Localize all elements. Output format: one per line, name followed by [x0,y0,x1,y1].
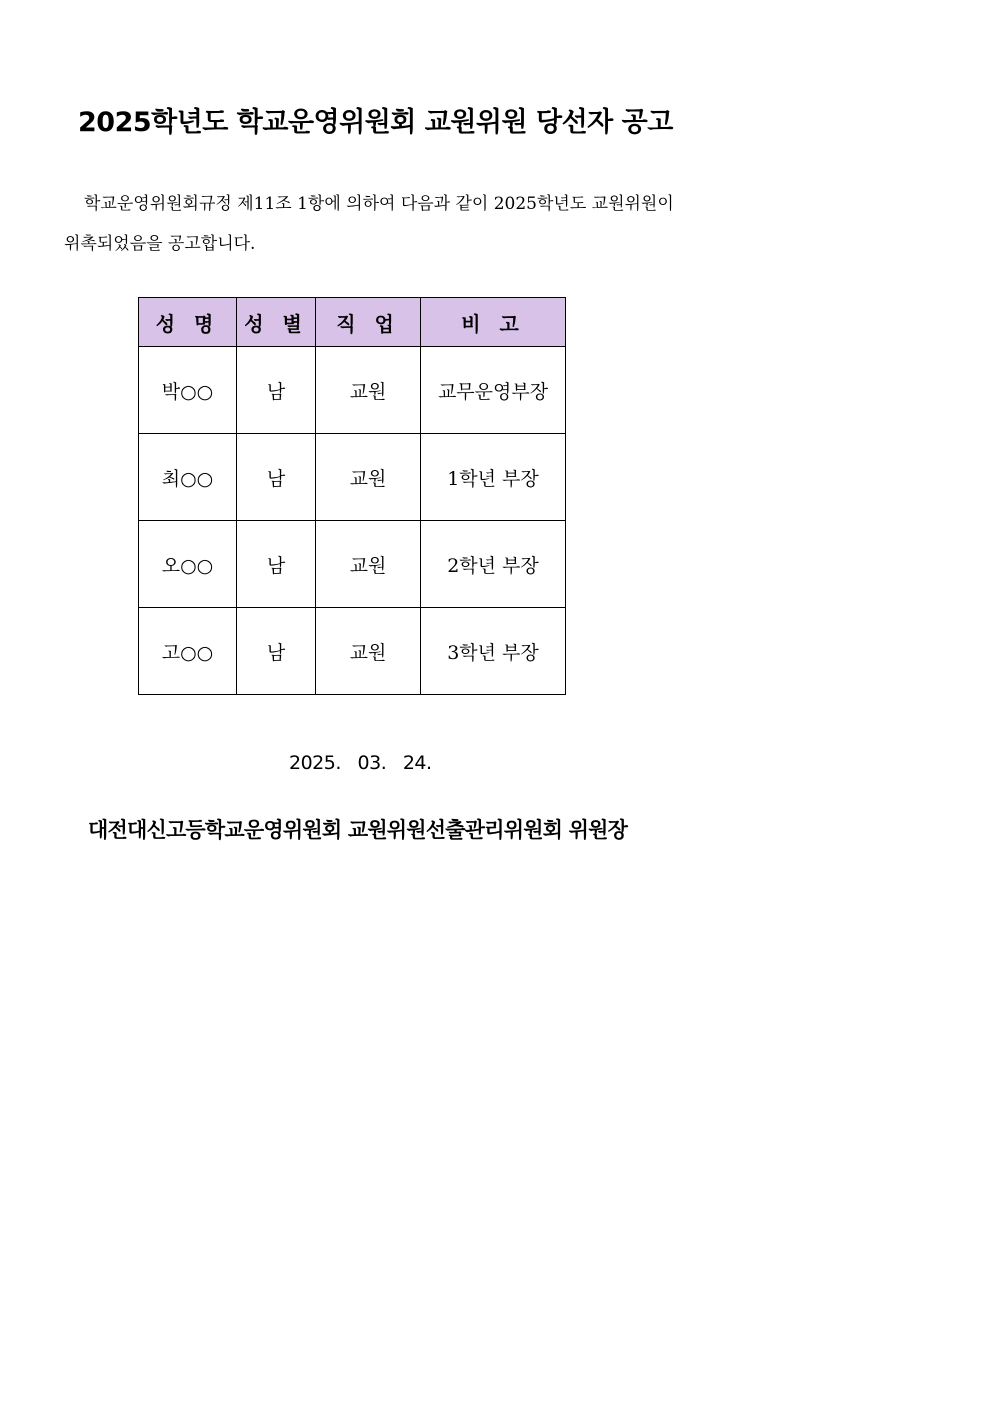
announcement-body [64,184,674,264]
table-row [139,434,566,521]
cell-occupation: 교원 [316,608,421,695]
table-row [139,347,566,434]
body-line-1: 학교운영위원회규정 제11조 1항에 의하여 다음과 같이 2025학년도 교원위원이 [84,194,674,214]
cell-name: 고○○ [139,608,237,695]
header-remarks: 비 고 [421,298,566,347]
body-line-2: 위촉되었음을 공고합니다. [64,234,256,254]
header-gender: 성 별 [237,298,316,347]
table-header-row [139,298,566,347]
table-row [139,521,566,608]
elected-members-table [138,297,566,695]
cell-name: 박○○ [139,347,237,434]
cell-remarks: 교무운영부장 [421,347,566,434]
cell-name: 오○○ [139,521,237,608]
cell-name: 최○○ [139,434,237,521]
signer-title: 대전대신고등학교운영위원회 교원위원선출관리위원회 위원장 [88,818,628,842]
cell-occupation: 교원 [316,434,421,521]
document-title: 2025학년도 학교운영위원회 교원위원 당선자 공고 [78,107,673,138]
cell-gender: 남 [237,608,316,695]
cell-remarks: 2학년 부장 [421,521,566,608]
cell-occupation: 교원 [316,347,421,434]
table-row [139,608,566,695]
cell-gender: 남 [237,347,316,434]
cell-remarks: 3학년 부장 [421,608,566,695]
header-occupation: 직 업 [316,298,421,347]
cell-occupation: 교원 [316,521,421,608]
cell-remarks: 1학년 부장 [421,434,566,521]
cell-gender: 남 [237,521,316,608]
cell-gender: 남 [237,434,316,521]
announcement-date: 2025. 03. 24. [289,752,432,774]
header-name: 성 명 [139,298,237,347]
